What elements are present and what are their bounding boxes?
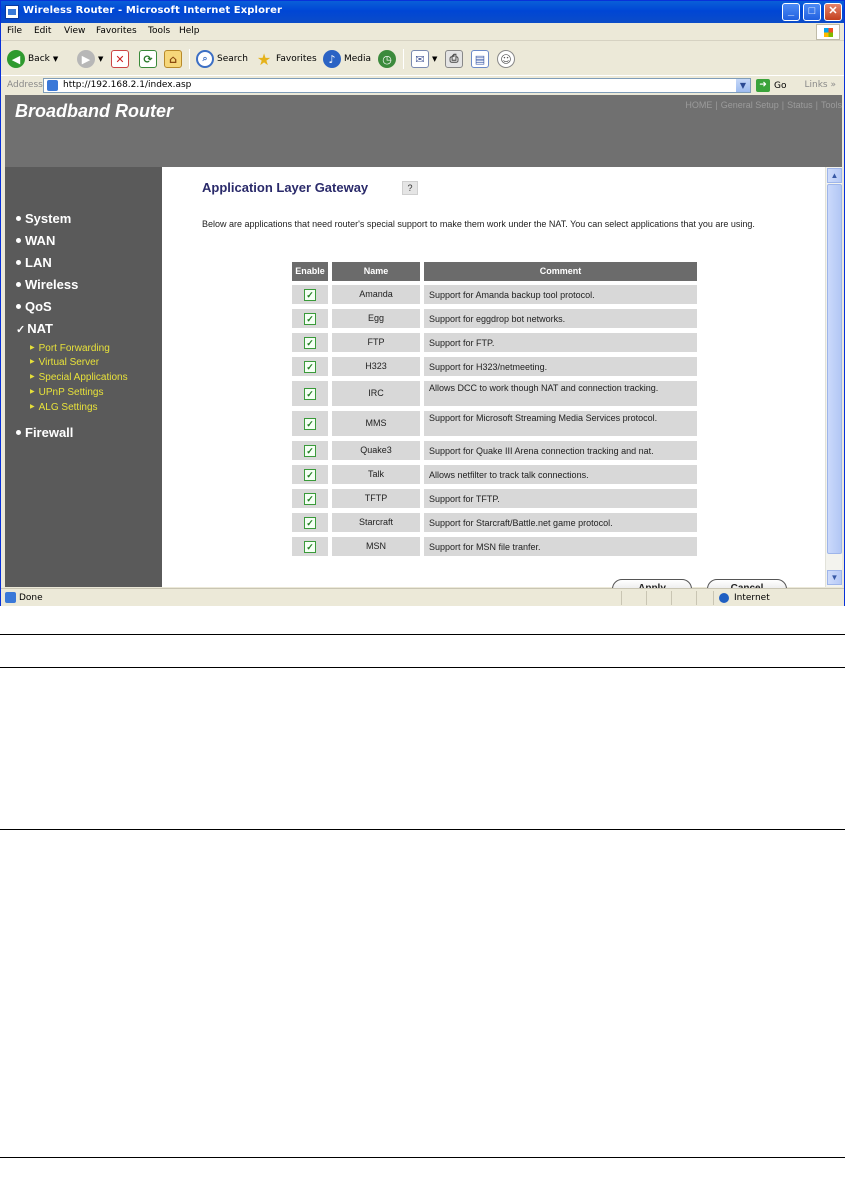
ie-window-icon (5, 5, 19, 19)
app-comment: Support for eggdrop bot networks. (424, 309, 697, 328)
bullet-icon (16, 430, 21, 435)
home-button[interactable] (164, 48, 182, 70)
vertical-scrollbar[interactable] (825, 167, 842, 587)
enable-checkbox[interactable]: ✓ (304, 313, 316, 325)
app-comment: Allows DCC to work though NAT and connection tracking. (424, 381, 697, 406)
app-comment: Support for Quake III Arena connection tracking and nat. (424, 441, 697, 460)
menu-file[interactable]: File (7, 26, 23, 36)
app-name: H323 (332, 357, 420, 376)
sidebar-item-wan[interactable]: WAN (16, 233, 55, 248)
enable-checkbox[interactable]: ✓ (304, 418, 316, 430)
nav-home-link[interactable]: HOME (685, 100, 713, 110)
enable-cell (292, 465, 328, 484)
arrow-right-icon: ▶ (30, 388, 35, 395)
app-comment: Support for TFTP. (424, 489, 697, 508)
messenger-icon: ☺ (497, 50, 515, 68)
bullet-icon (16, 282, 21, 287)
table-row (292, 285, 697, 304)
intro-text: Below are applications that need router's special support to make them work under the NAT. You can select applications that you are using. (202, 219, 755, 229)
go-arrow-icon: ➜ (756, 79, 770, 92)
menu-help[interactable]: Help (179, 26, 200, 36)
menu-tools[interactable]: Tools (148, 26, 171, 36)
bullet-icon (16, 216, 21, 221)
sidebar-item-lan[interactable]: LAN (16, 255, 52, 270)
app-comment: Allows netfilter to track talk connections. (424, 465, 697, 484)
arrow-right-icon: ▶ (30, 403, 35, 410)
mail-button[interactable] (411, 48, 437, 70)
enable-checkbox[interactable]: ✓ (304, 361, 316, 373)
favorites-button[interactable]: ★ Favorites (256, 49, 317, 69)
history-icon: ◷ (378, 50, 396, 68)
favorites-star-icon: ★ (256, 49, 272, 69)
bullet-icon (16, 304, 21, 309)
app-comment: Support for FTP. (424, 333, 697, 352)
enable-cell (292, 285, 328, 304)
nav-tools-link[interactable]: Tools (820, 100, 842, 110)
divider (0, 1157, 845, 1158)
app-comment: Support for Amanda backup tool protocol. (424, 285, 697, 304)
app-name: TFTP (332, 489, 420, 508)
sidebar-item-firewall[interactable]: Firewall (16, 425, 73, 440)
home-icon: ⌂ (164, 50, 182, 68)
header-comment: Comment (424, 262, 697, 281)
nav-general-setup-link[interactable]: General Setup (720, 100, 779, 110)
links-button[interactable]: Links » (804, 80, 836, 90)
sidebar-subitem-special-applications[interactable]: ▶ Special Applications (30, 372, 128, 383)
search-icon: ⌕ (196, 50, 214, 68)
bullet-icon (16, 238, 21, 243)
menu-favorites[interactable]: Favorites (96, 26, 137, 36)
enable-cell (292, 333, 328, 352)
address-dropdown-icon[interactable]: ▼ (736, 79, 750, 92)
back-dropdown-icon[interactable]: ▼ (52, 55, 59, 63)
forward-button[interactable] (77, 48, 103, 70)
app-name: Talk (332, 465, 420, 484)
sidebar-subitem-alg-settings[interactable]: ▶ ALG Settings (30, 402, 98, 413)
stop-button[interactable] (111, 48, 129, 70)
scroll-thumb[interactable] (827, 184, 842, 554)
page-done-icon (5, 592, 16, 603)
minimize-button[interactable]: _ (782, 3, 800, 21)
enable-checkbox[interactable]: ✓ (304, 541, 316, 553)
menu-bar (1, 23, 844, 41)
nav-status-link[interactable]: Status (787, 100, 813, 110)
enable-cell (292, 309, 328, 328)
header-name: Name (332, 262, 420, 281)
sidebar-subitem-virtual-server[interactable]: ▶ Virtual Server (30, 357, 100, 368)
forward-dropdown-icon[interactable]: ▼ (98, 55, 104, 63)
app-comment: Support for Starcraft/Battle.net game protocol. (424, 513, 697, 532)
enable-checkbox[interactable]: ✓ (304, 469, 316, 481)
table-row (292, 489, 697, 508)
sidebar (5, 167, 162, 587)
address-url[interactable]: http://192.168.2.1/index.asp (63, 80, 192, 90)
divider (0, 829, 845, 830)
internet-globe-icon (719, 593, 729, 603)
history-button[interactable] (378, 48, 396, 70)
sidebar-item-nat[interactable]: ✓ NAT (16, 321, 53, 336)
media-icon: ♪ (323, 50, 341, 68)
app-name: Starcraft (332, 513, 420, 532)
arrow-right-icon: ▶ (30, 344, 35, 351)
window-title: Wireless Router - Microsoft Internet Explorer (23, 5, 282, 16)
app-comment: Support for MSN file tranfer. (424, 537, 697, 556)
app-comment: Support for H323/netmeeting. (424, 357, 697, 376)
sidebar-item-system[interactable]: System (16, 211, 71, 226)
title-bar (1, 1, 844, 23)
table-row (292, 537, 697, 556)
app-name: Quake3 (332, 441, 420, 460)
bullet-icon (16, 260, 21, 265)
header-enable: Enable (292, 262, 328, 281)
brand-title: Broadband Router (15, 101, 174, 121)
table-row (292, 381, 697, 406)
table-row (292, 333, 697, 352)
edit-page-icon: ▤ (471, 50, 489, 68)
app-name: IRC (332, 381, 420, 406)
enable-checkbox[interactable]: ✓ (304, 445, 316, 457)
menu-view[interactable]: View (64, 26, 86, 36)
main-content (162, 167, 825, 587)
print-icon: ⎙ (445, 50, 463, 68)
status-bar (1, 588, 844, 606)
security-zone: Internet (734, 593, 770, 603)
status-text: Done (19, 593, 43, 603)
divider (0, 634, 845, 635)
search-button[interactable]: ⌕ Search (196, 48, 248, 70)
table-row (292, 513, 697, 532)
enable-cell (292, 441, 328, 460)
windows-logo-icon (816, 24, 840, 40)
toolbar (1, 42, 844, 76)
top-nav: HOME | General Setup | Status | Tools (685, 100, 842, 110)
sidebar-item-wireless[interactable]: Wireless (16, 277, 78, 292)
table-row (292, 411, 697, 436)
sidebar-item-qos[interactable]: QoS (16, 299, 52, 314)
messenger-button[interactable] (497, 48, 515, 70)
refresh-icon: ⟳ (139, 50, 157, 68)
forward-arrow-icon: ▶ (77, 50, 95, 68)
enable-cell (292, 537, 328, 556)
divider (0, 667, 845, 668)
app-name: MMS (332, 411, 420, 436)
table-row (292, 441, 697, 460)
app-name: Egg (332, 309, 420, 328)
table-row (292, 309, 697, 328)
page-viewport (5, 95, 842, 587)
page-title: Application Layer Gateway (202, 180, 369, 195)
app-name: MSN (332, 537, 420, 556)
router-banner (5, 95, 842, 167)
table-row (292, 357, 697, 376)
app-comment: Support for Microsoft Streaming Media Services protocol. (424, 411, 697, 436)
close-button[interactable]: ✕ (824, 3, 842, 21)
app-name: Amanda (332, 285, 420, 304)
sidebar-subitem-upnp-settings[interactable]: ▶ UPnP Settings (30, 387, 104, 398)
enable-checkbox[interactable]: ✓ (304, 493, 316, 505)
enable-checkbox[interactable]: ✓ (304, 289, 316, 301)
enable-checkbox[interactable]: ✓ (304, 337, 316, 349)
stop-icon: ✕ (111, 50, 129, 68)
scroll-up-icon[interactable]: ▲ (827, 168, 842, 183)
arrow-right-icon: ▶ (30, 358, 35, 365)
arrow-right-icon: ▶ (30, 373, 35, 380)
enable-cell (292, 357, 328, 376)
back-arrow-icon: ◀ (7, 50, 25, 68)
mail-icon: ✉ (411, 50, 429, 68)
address-label: Address (7, 80, 43, 90)
enable-cell (292, 513, 328, 532)
table-row (292, 465, 697, 484)
page-icon (47, 80, 58, 91)
scroll-down-icon[interactable]: ▼ (827, 570, 842, 585)
refresh-button[interactable] (139, 48, 157, 70)
edit-button[interactable] (471, 48, 489, 70)
enable-cell (292, 411, 328, 436)
sidebar-subitem-port-forwarding[interactable]: ▶ Port Forwarding (30, 343, 110, 354)
checkmark-icon: ✓ (16, 324, 26, 336)
help-icon[interactable]: ? (402, 181, 418, 195)
back-button[interactable]: ◀ Back ▼ (7, 48, 58, 70)
enable-checkbox[interactable]: ✓ (304, 517, 316, 529)
enable-cell (292, 489, 328, 508)
address-input[interactable] (43, 78, 751, 93)
enable-checkbox[interactable]: ✓ (304, 388, 316, 400)
print-button[interactable] (445, 48, 463, 70)
mail-dropdown-icon[interactable]: ▼ (432, 55, 438, 63)
address-bar (1, 75, 844, 94)
app-name: FTP (332, 333, 420, 352)
menu-edit[interactable]: Edit (34, 26, 52, 36)
go-button[interactable]: ➜ Go (756, 79, 786, 92)
maximize-button[interactable]: □ (803, 3, 821, 21)
media-button[interactable]: ♪ Media (323, 48, 371, 70)
enable-cell (292, 381, 328, 406)
